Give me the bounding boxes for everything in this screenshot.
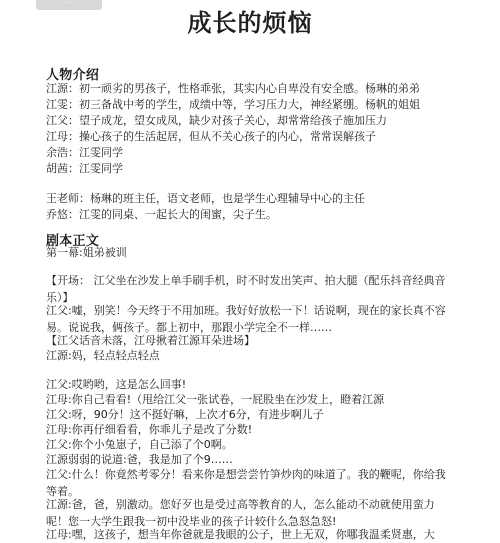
character-line: 乔悠：江雯的同桌、一起长大的闺蜜，尖子生。 [46,208,277,221]
dialogue-line: 江父:你个小兔崽子，自己添了个0啊。 [46,438,233,451]
character-line: 王老师：杨琳的班主任，语文老师，也是学生心理辅导中心的主任 [46,192,365,205]
character-line: 江母：操心孩子的生活起居，但从不关心孩子的内心，常常误解孩子 [46,130,376,143]
character-line: 余浩：江雯同学 [46,146,123,159]
scene-title: 第一幕:姐弟被训 [46,246,127,259]
character-line: 胡茜：江雯同学 [46,162,123,175]
dialogue-line: 江源:妈，轻点轻点轻点 [46,349,160,362]
top-tab[interactable]: ··· [36,0,102,10]
characters-heading: 人物介绍 [46,68,100,83]
dialogue-line: 江母:你自己看看!（甩给江父一张试卷，一屁股坐在沙发上，瞪着江源 [46,393,385,406]
dialogue-line: 江父:哎哟哟，这是怎么回事! [46,378,187,391]
character-line: 江雯：初三备战中考的学生，成绩中等，学习压力大，神经紧绷。杨帆的姐姐 [46,98,420,111]
document-title: 成长的烦恼 [187,8,313,37]
dialogue-line: 江源:爸，爸，别激动。您好歹也是受过高等教育的人，怎么能动不动就使用蛮力呢！您一大学生跟我一初中没毕业的孩子计较什么急怒急怒! [46,498,435,528]
character-line: 江父：望子成龙，望女成凤，缺少对孩子关心，却常常给孩子施加压力 [46,114,387,127]
script-heading: 剧本正文 [46,234,100,249]
character-line: 江源：初一顽劣的男孩子，性格乖张，其实内心自卑没有安全感。杨琳的弟弟 [46,82,420,95]
dialogue-line: 江父:呀，90分！这不挺好嘛，上次才6分，有进步啊儿子 [46,408,324,421]
dialogue-line: 江母:嘿，这孩子，想当年你爸就是我眼的公子，世上无双，你哪我温柔贤惠，大 [46,528,435,541]
stage-direction: 【开场： 江父坐在沙发上单手刷手机，时不时发出笑声、拍大腿（配乐抖音经典音乐）】 [46,274,446,304]
dialogue-line: 江父:什么！你竟然考零分！看来你是想尝尝竹笋炒肉的味道了。我的鞭呢，你给我等着。 [46,468,446,498]
dialogue-line: 江父:嘘，别笑！今天终于不用加班。我好好放松一下！话说啊，现在的家长真不容易。说说我，俩孩子。都上初中，那跟小学完全不一样…… [46,304,446,334]
stage-direction: 【江父话音未落，江母揪着江源耳朵进场】 [46,334,255,347]
dialogue-line: 江母:你再仔细看看，你乖儿子是改了分数! [46,423,253,436]
dialogue-line: 江源弱弱的说道:爸，我是加了个9…… [46,453,233,466]
